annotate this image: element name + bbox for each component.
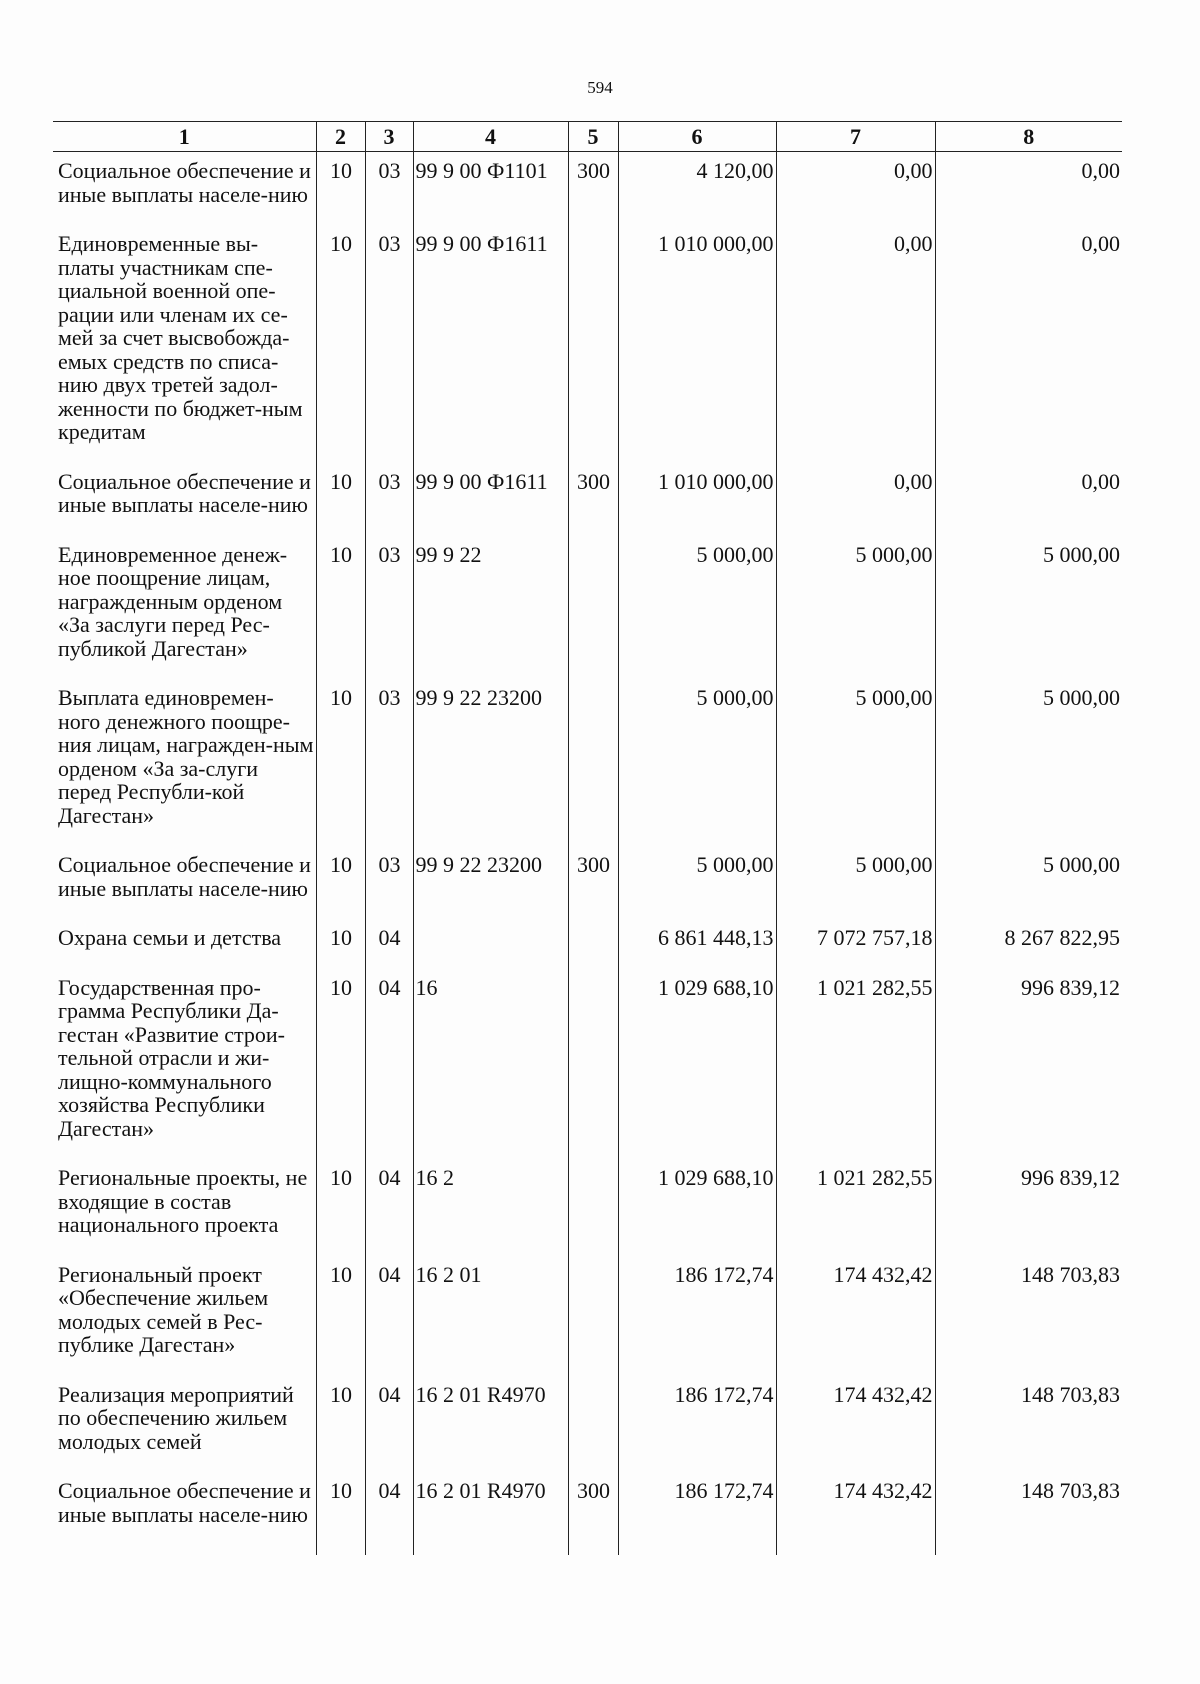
- row-subsection-cell: 03: [365, 223, 413, 461]
- page-number: 594: [587, 78, 613, 97]
- row-section-cell: 10: [316, 152, 365, 224]
- header-col-1: 1: [53, 122, 316, 152]
- row-amount-year2-cell: 0,00: [776, 461, 935, 534]
- row-amount-year3-cell: 5 000,00: [935, 677, 1122, 844]
- row-amount-year1-cell: 4 120,00: [618, 152, 776, 224]
- table-body: [53, 152, 1122, 1556]
- continuation-cell: [935, 1543, 1122, 1555]
- table-row: [53, 534, 1122, 678]
- row-expense-type-cell: [568, 534, 618, 678]
- row-name-cell: Региональный проект «Обеспечение жильем молодых семей в Рес-публике Дагестан»: [58, 1261, 269, 1357]
- row-subsection-cell: 04: [365, 1470, 413, 1543]
- row-expense-type-cell: [568, 1254, 618, 1374]
- row-amount-year3-cell: 996 839,12: [935, 1157, 1122, 1254]
- row-amount-year3-cell: 0,00: [935, 223, 1122, 461]
- row-target-article-cell: 16 2: [413, 1157, 568, 1254]
- row-amount-year1-cell: 5 000,00: [618, 534, 776, 678]
- table-row: [53, 223, 1122, 461]
- row-amount-year2-cell: 7 072 757,18: [776, 917, 935, 967]
- row-subsection-cell: 04: [365, 1157, 413, 1254]
- continuation-cell: [53, 1543, 316, 1555]
- table-row: [53, 844, 1122, 917]
- continuation-cell: [413, 1543, 568, 1555]
- header-col-7: 7: [776, 122, 935, 152]
- row-target-article-cell: 16 2 01 R4970: [413, 1374, 568, 1471]
- table-row: [53, 677, 1122, 844]
- continuation-cell: [776, 1543, 935, 1555]
- row-section-cell: 10: [316, 917, 365, 967]
- row-amount-year2-cell: 0,00: [776, 152, 935, 224]
- row-amount-year1-cell: 186 172,74: [618, 1254, 776, 1374]
- row-name-cell: Социальное обеспечение и иные выплаты населе-нию: [58, 468, 311, 517]
- table-row: [53, 1374, 1122, 1471]
- row-name-cell: Единовременное денеж-ное поощрение лицам, награжденным орденом «За заслуги перед Рес-публикой Дагестан»: [58, 541, 288, 661]
- row-amount-year3-cell: 0,00: [935, 461, 1122, 534]
- row-section-cell: 10: [316, 967, 365, 1158]
- row-target-article-cell: 16 2 01: [413, 1254, 568, 1374]
- row-name-cell: Реализация мероприятий по обеспечению жильем молодых семей: [58, 1381, 294, 1454]
- row-amount-year1-cell: 186 172,74: [618, 1470, 776, 1543]
- row-amount-year3-cell: 996 839,12: [935, 967, 1122, 1158]
- row-name-cell: Охрана семьи и детства: [58, 925, 282, 950]
- row-name-cell: Государственная про-грамма Республики Да-гестан «Развитие строи-тельной отрасли и жи-лищно-коммунального хозяйства Республики Дагестан»: [58, 974, 285, 1141]
- row-expense-type-cell: [568, 677, 618, 844]
- row-section-cell: 10: [316, 1157, 365, 1254]
- row-amount-year1-cell: 1 029 688,10: [618, 967, 776, 1158]
- header-row: [53, 122, 1122, 152]
- row-amount-year3-cell: 0,00: [935, 152, 1122, 224]
- row-subsection-cell: 04: [365, 917, 413, 967]
- row-amount-year2-cell: 5 000,00: [776, 677, 935, 844]
- row-expense-type-cell: [568, 1157, 618, 1254]
- row-amount-year3-cell: 148 703,83: [935, 1374, 1122, 1471]
- row-section-cell: 10: [316, 534, 365, 678]
- row-expense-type-cell: 300: [568, 844, 618, 917]
- header-col-6: 6: [618, 122, 776, 152]
- row-expense-type-cell: 300: [568, 152, 618, 224]
- row-amount-year1-cell: 186 172,74: [618, 1374, 776, 1471]
- table-row: [53, 917, 1122, 967]
- row-target-article-cell: 99 9 22 23200: [413, 844, 568, 917]
- row-target-article-cell: 99 9 22: [413, 534, 568, 678]
- row-amount-year3-cell: 148 703,83: [935, 1254, 1122, 1374]
- continuation-cell: [618, 1543, 776, 1555]
- row-amount-year3-cell: 5 000,00: [935, 534, 1122, 678]
- row-target-article-cell: 99 9 22 23200: [413, 677, 568, 844]
- table-row: [53, 967, 1122, 1158]
- row-target-article-cell: 99 9 00 Ф1101: [413, 152, 568, 224]
- row-subsection-cell: 03: [365, 844, 413, 917]
- row-amount-year2-cell: 174 432,42: [776, 1374, 935, 1471]
- header-col-2: 2: [316, 122, 365, 152]
- row-section-cell: 10: [316, 1254, 365, 1374]
- row-amount-year1-cell: 1 029 688,10: [618, 1157, 776, 1254]
- row-amount-year1-cell: 6 861 448,13: [618, 917, 776, 967]
- row-subsection-cell: 03: [365, 461, 413, 534]
- header-col-8: 8: [935, 122, 1122, 152]
- table-header: [53, 122, 1122, 152]
- row-expense-type-cell: [568, 967, 618, 1158]
- row-amount-year2-cell: 5 000,00: [776, 534, 935, 678]
- continuation-cell: [365, 1543, 413, 1555]
- row-section-cell: 10: [316, 1470, 365, 1543]
- row-name-cell: Социальное обеспечение и иные выплаты населе-нию: [58, 852, 311, 901]
- continuation-cell: [568, 1543, 618, 1555]
- row-amount-year2-cell: 174 432,42: [776, 1470, 935, 1543]
- row-section-cell: 10: [316, 677, 365, 844]
- row-target-article-cell: 16 2 01 R4970: [413, 1470, 568, 1543]
- row-subsection-cell: 04: [365, 1374, 413, 1471]
- row-amount-year2-cell: 5 000,00: [776, 844, 935, 917]
- row-target-article-cell: [413, 917, 568, 967]
- table-continuation: [53, 1543, 1122, 1555]
- table-row: [53, 461, 1122, 534]
- row-target-article-cell: 99 9 00 Ф1611: [413, 223, 568, 461]
- row-section-cell: 10: [316, 844, 365, 917]
- row-name-cell: Единовременные вы-платы участникам спе-циальной военной опе-рации или членам их се-мей за счет высвобожда-емых средств по списа-нию двух третей задол-женности по бюджет-ным кредитам: [58, 231, 303, 444]
- header-col-5: 5: [568, 122, 618, 152]
- budget-table-container: [53, 121, 1122, 1558]
- row-expense-type-cell: [568, 1374, 618, 1471]
- row-subsection-cell: 04: [365, 967, 413, 1158]
- row-amount-year2-cell: 0,00: [776, 223, 935, 461]
- row-section-cell: 10: [316, 461, 365, 534]
- row-amount-year2-cell: 1 021 282,55: [776, 1157, 935, 1254]
- row-name-cell: Социальное обеспечение и иные выплаты населе-нию: [58, 1478, 311, 1527]
- continuation-cell: [316, 1543, 365, 1555]
- row-amount-year3-cell: 8 267 822,95: [935, 917, 1122, 967]
- row-expense-type-cell: 300: [568, 461, 618, 534]
- row-amount-year3-cell: 148 703,83: [935, 1470, 1122, 1543]
- row-name-cell: Выплата единовремен-ного денежного поощре-ния лицам, награжден-ным орденом «За за-слуги перед Республи-кой Дагестан»: [58, 685, 314, 828]
- row-target-article-cell: 16: [413, 967, 568, 1158]
- row-amount-year1-cell: 5 000,00: [618, 677, 776, 844]
- table-row: [53, 1157, 1122, 1254]
- row-amount-year1-cell: 1 010 000,00: [618, 223, 776, 461]
- row-section-cell: 10: [316, 1374, 365, 1471]
- row-expense-type-cell: [568, 223, 618, 461]
- row-expense-type-cell: [568, 917, 618, 967]
- row-expense-type-cell: 300: [568, 1470, 618, 1543]
- table-row: [53, 1254, 1122, 1374]
- row-name-cell: Региональные проекты, не входящие в состав национального проекта: [58, 1165, 308, 1237]
- header-col-4: 4: [413, 122, 568, 152]
- row-amount-year2-cell: 1 021 282,55: [776, 967, 935, 1158]
- row-subsection-cell: 04: [365, 1254, 413, 1374]
- row-subsection-cell: 03: [365, 677, 413, 844]
- row-subsection-cell: 03: [365, 152, 413, 224]
- budget-table: [53, 121, 1122, 1555]
- row-amount-year1-cell: 5 000,00: [618, 844, 776, 917]
- row-amount-year3-cell: 5 000,00: [935, 844, 1122, 917]
- table-row: [53, 152, 1122, 224]
- row-section-cell: 10: [316, 223, 365, 461]
- row-amount-year2-cell: 174 432,42: [776, 1254, 935, 1374]
- header-col-3: 3: [365, 122, 413, 152]
- row-name-cell: Социальное обеспечение и иные выплаты населе-нию: [58, 158, 311, 207]
- row-amount-year1-cell: 1 010 000,00: [618, 461, 776, 534]
- row-subsection-cell: 03: [365, 534, 413, 678]
- row-target-article-cell: 99 9 00 Ф1611: [413, 461, 568, 534]
- table-row: [53, 1470, 1122, 1543]
